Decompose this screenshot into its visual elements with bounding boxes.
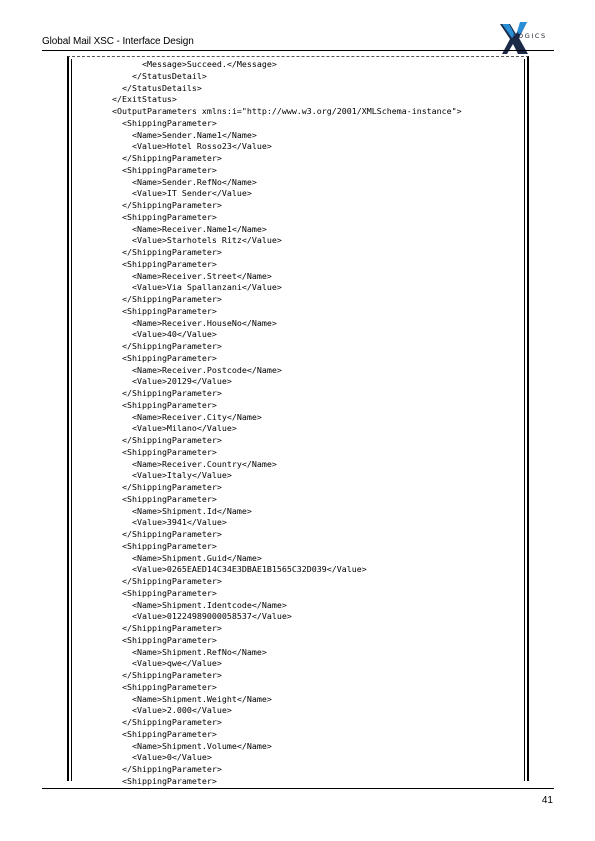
code-line: <Name>Shipment.RefNo</Name>: [102, 646, 267, 657]
code-line: <Name>Sender.Name1</Name>: [102, 129, 257, 140]
code-line: </ShippingParameter>: [102, 670, 222, 680]
code-line: <Name>Sender.RefNo</Name>: [102, 176, 257, 187]
code-line: <Value>Starhotels Ritz</Value>: [102, 235, 282, 246]
code-line: <Value>IT Sender</Value>: [102, 188, 252, 199]
code-line: <Name>Shipment.Weight</Name>: [102, 693, 272, 704]
code-line: <Value>0265EAED14C34E3DBAE1B1565C32D039</Value>: [102, 564, 367, 575]
logo-wordmark: LOGICS: [513, 32, 547, 40]
code-line: <Name>Receiver.Street</Name>: [102, 270, 272, 281]
code-line: <Value>Hotel Rosso23</Value>: [102, 141, 272, 152]
code-line: <Name>Shipment.Guid</Name>: [102, 552, 262, 563]
code-line: <ShippingParameter>: [102, 164, 217, 175]
footer-divider: [42, 788, 554, 789]
code-line: <Value>3941</Value>: [102, 517, 227, 528]
code-line: </StatusDetails>: [102, 82, 202, 93]
code-line: <Value>Via Spallanzani</Value>: [102, 282, 282, 293]
code-line: </ShippingParameter>: [102, 294, 222, 304]
code-line: </ShippingParameter>: [102, 717, 222, 727]
code-line: </ShippingParameter>: [102, 529, 222, 539]
code-line: <Name>Receiver.HouseNo</Name>: [102, 317, 277, 328]
code-line: </ShippingParameter>: [102, 341, 222, 351]
code-line: </ShippingParameter>: [102, 764, 222, 774]
code-line: <ShippingParameter>: [102, 446, 217, 457]
code-line: <Name>Shipment.Volume</Name>: [102, 740, 272, 751]
code-line: </ShippingParameter>: [102, 153, 222, 163]
code-line: <Name>Receiver.Name1</Name>: [102, 223, 267, 234]
code-line: <ShippingParameter>: [102, 775, 217, 786]
code-listing: [102, 59, 462, 788]
code-line: <Name>Receiver.Postcode</Name>: [102, 364, 282, 375]
code-line: <Message>Succeed.</Message>: [102, 59, 277, 69]
code-line: </ShippingParameter>: [102, 435, 222, 445]
code-line: <ShippingParameter>: [102, 540, 217, 551]
code-line: <Value>20129</Value>: [102, 376, 232, 387]
code-line: <ShippingParameter>: [102, 211, 217, 222]
code-line: <ShippingParameter>: [102, 634, 217, 645]
code-line: <ShippingParameter>: [102, 352, 217, 363]
code-line: <Name>Shipment.Id</Name>: [102, 505, 252, 516]
page-number: 41: [541, 795, 553, 806]
header-divider: [42, 50, 554, 51]
code-line: </ShippingParameter>: [102, 247, 222, 257]
code-line: </StatusDetail>: [102, 70, 207, 81]
code-listing-inner-border: [71, 59, 525, 786]
code-line: <ShippingParameter>: [102, 305, 217, 316]
code-line: <OutputParameters xmlns:i="http://www.w3.org/2001/XMLSchema-instance">: [102, 106, 462, 116]
code-line: <Value>0</Value>: [102, 752, 212, 763]
code-line: <Name>Shipment.Identcode</Name>: [102, 599, 287, 610]
code-line: <ShippingParameter>: [102, 117, 217, 128]
code-listing-box: [67, 56, 529, 786]
code-line: </ShippingParameter>: [102, 482, 222, 492]
code-line: </ShippingParameter>: [102, 388, 222, 398]
code-line: <ShippingParameter>: [102, 399, 217, 410]
code-line: <ShippingParameter>: [102, 587, 217, 598]
code-line: <ShippingParameter>: [102, 258, 217, 269]
code-line: </ShippingParameter>: [102, 200, 222, 210]
code-line: </ShippingParameter>: [102, 576, 222, 586]
code-line: <Name>Receiver.City</Name>: [102, 411, 262, 422]
code-line: </ExitStatus>: [102, 94, 177, 105]
code-line: <ShippingParameter>: [102, 493, 217, 504]
page-header: [42, 34, 554, 48]
code-line: <ShippingParameter>: [102, 681, 217, 692]
code-line: <Value>2.000</Value>: [102, 705, 232, 716]
code-line: <Value>qwe</Value>: [102, 658, 222, 669]
code-line: <Value>40</Value>: [102, 329, 217, 340]
code-line: </ShippingParameter>: [102, 623, 222, 633]
code-line: <ShippingParameter>: [102, 728, 217, 739]
document-title: Global Mail XSC - Interface Design: [42, 36, 194, 47]
code-line: <Value>Italy</Value>: [102, 470, 232, 481]
code-line: <Value>01224989000058537</Value>: [102, 611, 292, 622]
code-line: <Value>Milano</Value>: [102, 423, 237, 434]
code-line: <Name>Receiver.Country</Name>: [102, 458, 277, 469]
